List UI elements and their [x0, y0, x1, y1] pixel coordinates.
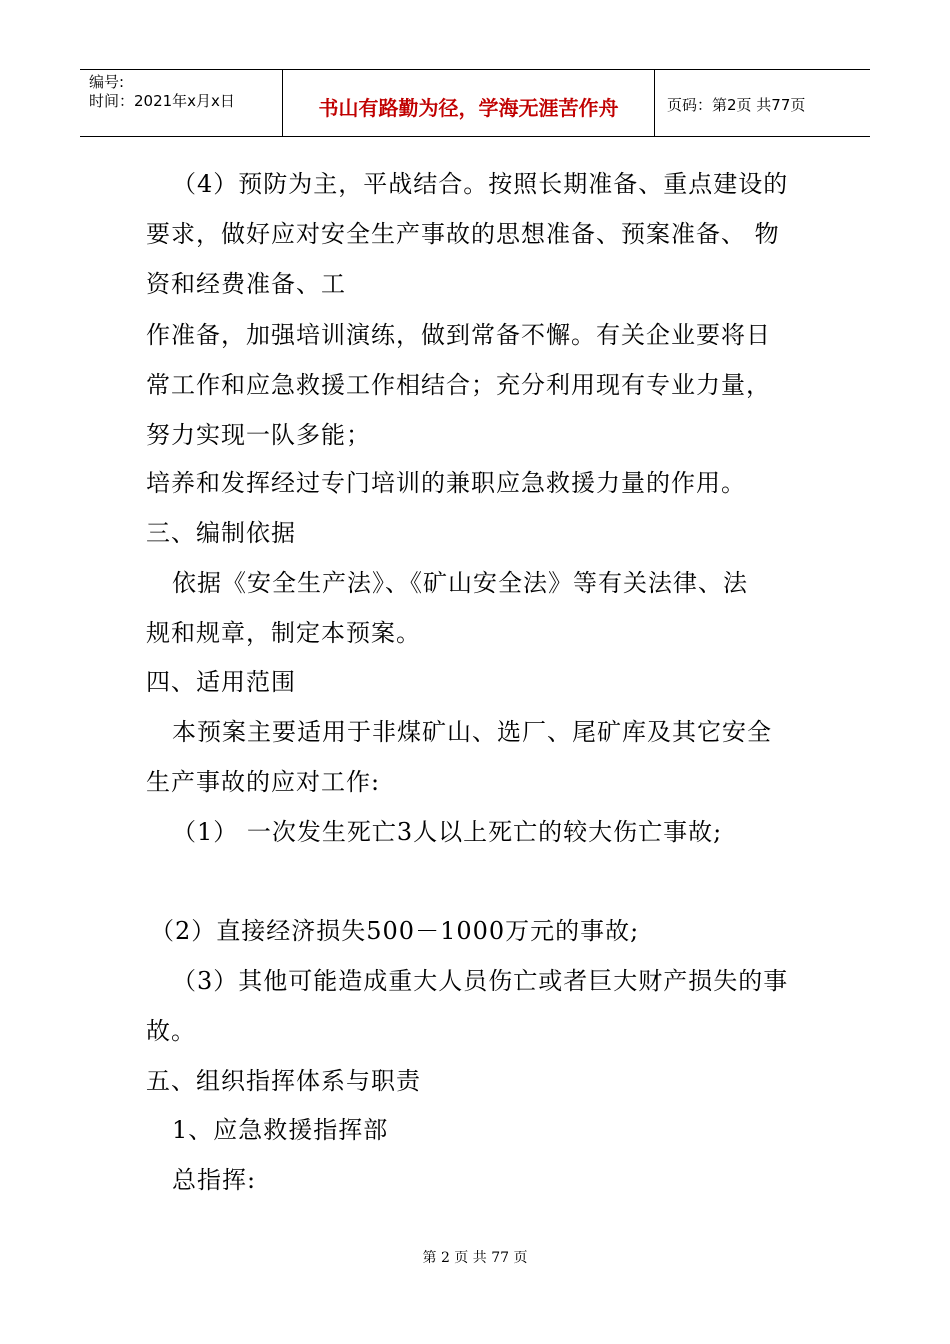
list-item: （1） 一次发生死亡3人以上死亡的较大伤亡事故;: [172, 818, 723, 846]
body-line: 资和经费准备、工: [146, 270, 346, 298]
body-line: 故。: [146, 1017, 196, 1045]
list-item: （3）其他可能造成重大人员伤亡或者巨大财产损失的事: [172, 967, 789, 995]
header-motto-cell: [283, 70, 655, 136]
document-header: [80, 69, 870, 137]
page-footer: 第 2 页 共 77 页: [422, 1250, 528, 1266]
body-line: 努力实现一队多能；: [146, 421, 371, 449]
document-number-label: 编号:: [89, 73, 125, 91]
list-item: （2）直接经济损失500－1000万元的事故;: [150, 917, 640, 945]
document-date-label: 时间：2021年x月x日: [89, 92, 235, 110]
header-page-cell: [655, 70, 870, 136]
header-meta-cell: [80, 70, 283, 136]
body-line: 依据《安全生产法》、《矿山安全法》等有关法律、法: [172, 569, 748, 597]
body-line: 本预案主要适用于非煤矿山、选厂、尾矿库及其它安全: [172, 718, 772, 746]
body-line: 规和规章，制定本预案。: [146, 619, 421, 647]
body-line: 常工作和应急救援工作相结合；充分利用现有专业力量，: [146, 371, 771, 399]
section-heading: 三、编制依据: [146, 519, 296, 547]
subsection-heading: 1、应急救援指挥部: [172, 1116, 389, 1144]
body-line: 要求，做好应对安全生产事故的思想准备、预案准备、 物: [146, 220, 780, 248]
section-heading: 五、组织指挥体系与职责: [146, 1067, 421, 1095]
body-line: 作准备，加强培训演练，做到常备不懈。有关企业要将日: [146, 321, 771, 349]
body-line: 总指挥:: [172, 1166, 257, 1194]
header-page-info: 页码：第2页 共77页: [667, 96, 806, 114]
body-line: 生产事故的应对工作:: [146, 768, 381, 796]
section-heading: 四、适用范围: [146, 668, 296, 696]
header-motto: 书山有路勤为径，学海无涯苦作舟: [318, 96, 619, 120]
body-line: 培养和发挥经过专门培训的兼职应急救援力量的作用。: [146, 469, 746, 497]
body-line: （4）预防为主，平战结合。按照长期准备、重点建设的: [172, 170, 789, 198]
